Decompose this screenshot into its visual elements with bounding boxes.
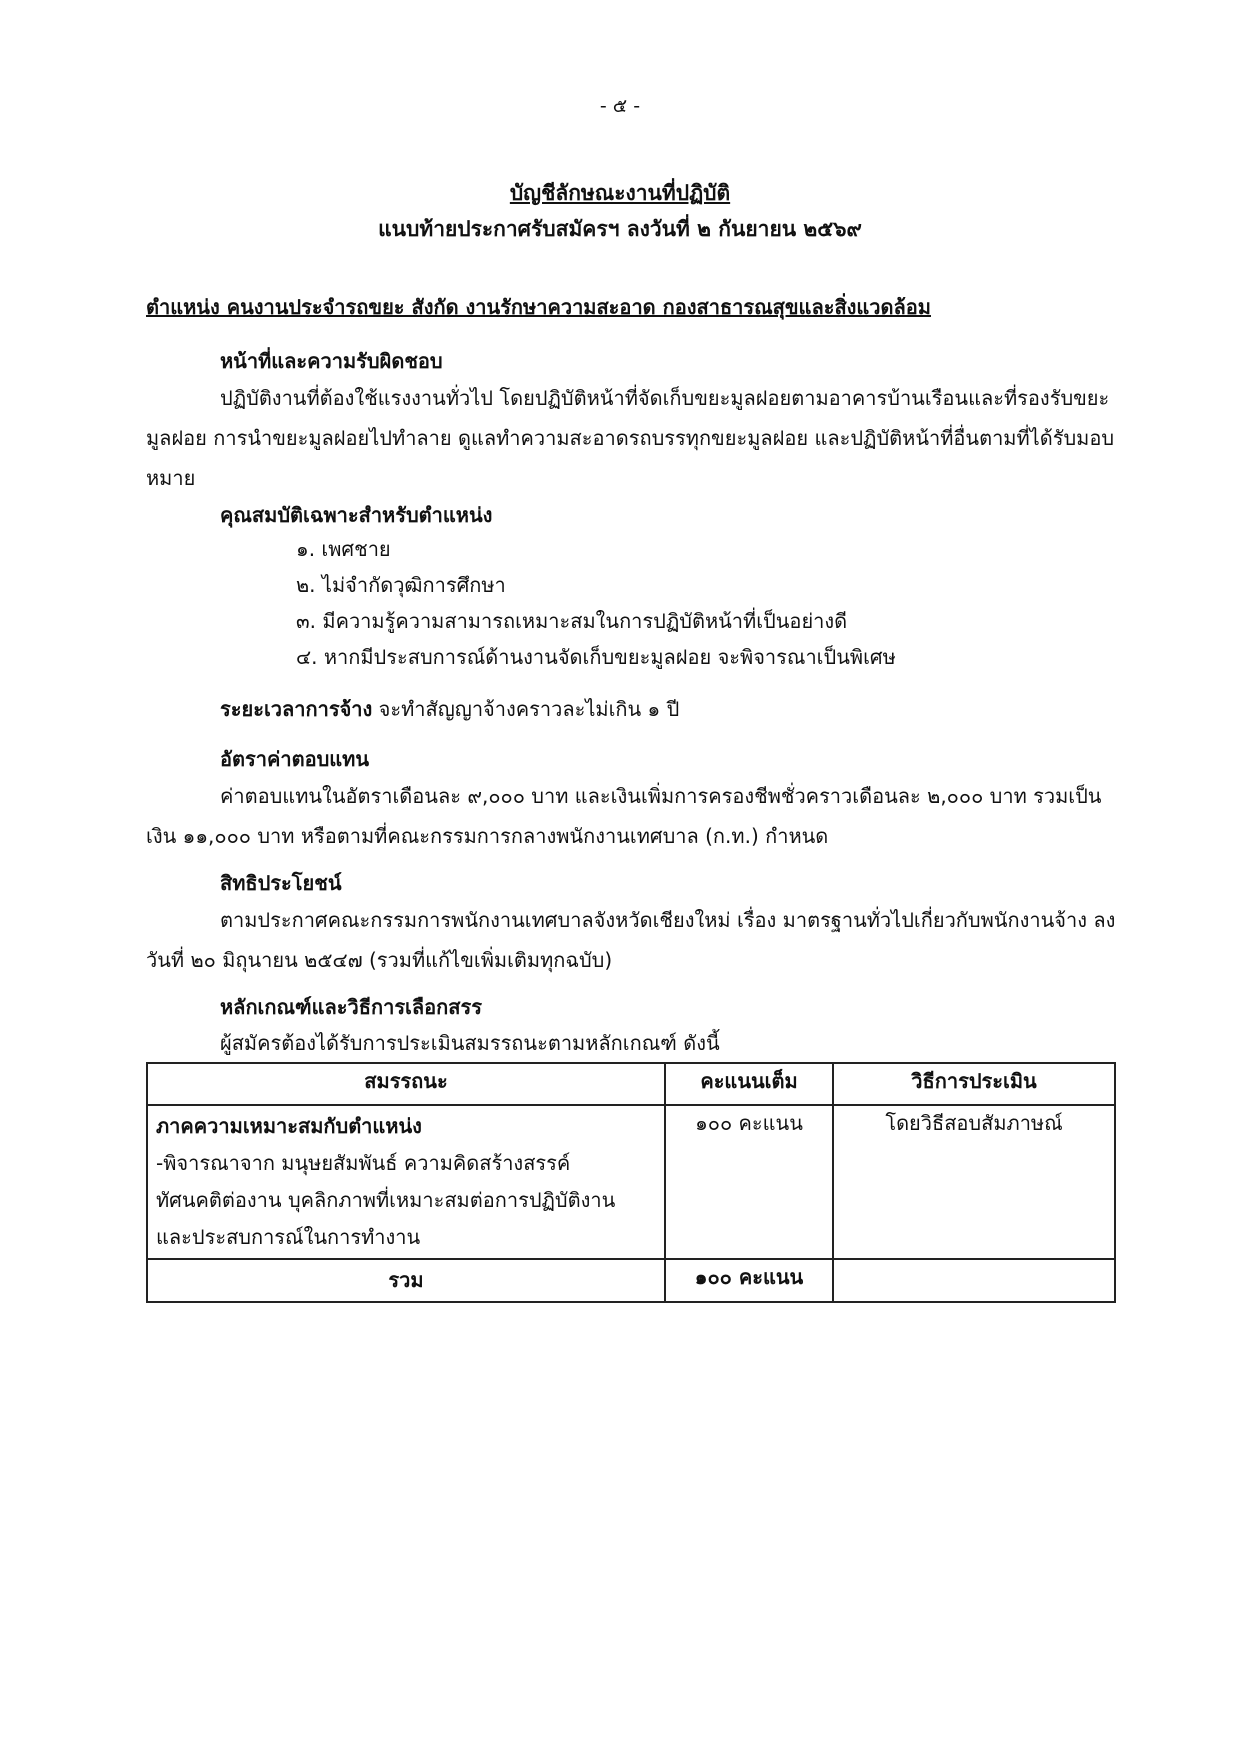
header-full-score: คะแนนเต็ม bbox=[665, 1063, 833, 1105]
header-competency: สมรรถนะ bbox=[147, 1063, 665, 1105]
benefits-heading: สิทธิประโยชน์ bbox=[220, 871, 342, 895]
compensation-text: ค่าตอบแทนในอัตราเดือนละ ๙,๐๐๐ บาท และเงินเพิ่มการครองชีพชั่วคราวเดือนละ ๒,๐๐๐ บาท รวมเป็นเงิน ๑๑,๐๐๐ บาท หรือตามที่คณะกรรมการกลางพนักงานเทศบาล (ก.ท.) กำหนด bbox=[146, 784, 1102, 848]
total-score: ๑๐๐ คะแนน bbox=[665, 1259, 833, 1302]
competency-cell bbox=[147, 1105, 665, 1259]
employment-period bbox=[220, 694, 679, 724]
selection-intro: ผู้สมัครต้องได้รับการประเมินสมรรถนะตามหลักเกณฑ์ ดังนี้ bbox=[220, 1031, 720, 1055]
employment-period-label: ระยะเวลาการจ้าง bbox=[220, 697, 373, 721]
total-label: รวม bbox=[147, 1259, 665, 1302]
method-cell: โดยวิธีสอบสัมภาษณ์ bbox=[833, 1105, 1115, 1259]
position-line: ตำแหน่ง คนงานประจำรถขยะ สังกัด งานรักษาความสะอาด กองสาธารณสุขและสิ่งแวดล้อม bbox=[146, 295, 931, 319]
qualifications-heading: คุณสมบัติเฉพาะสำหรับตำแหน่ง bbox=[220, 503, 493, 527]
page-number: - ๕ - bbox=[599, 95, 641, 117]
employment-period-text: จะทำสัญญาจ้างคราวละไม่เกิน ๑ ปี bbox=[372, 697, 680, 721]
duties-heading: หน้าที่และความรับผิดชอบ bbox=[220, 349, 443, 373]
table-row bbox=[147, 1105, 1115, 1259]
document-subtitle: แนบท้ายประกาศรับสมัครฯ ลงวันที่ ๒ กันยายน ๒๕๖๙ bbox=[378, 217, 862, 241]
score-cell: ๑๐๐ คะแนน bbox=[665, 1105, 833, 1259]
total-row bbox=[147, 1259, 1115, 1302]
competency-detail-line: และประสบการณ์ในการทำงาน bbox=[156, 1225, 421, 1249]
table-header-row bbox=[147, 1063, 1115, 1105]
qualification-item: ๓. มีความรู้ความสามารถเหมาะสมในการปฏิบัติหน้าที่เป็นอย่างดี bbox=[296, 609, 848, 633]
qualification-item: ๒. ไม่จำกัดวุฒิการศึกษา bbox=[296, 573, 506, 597]
competency-detail-line: -พิจารณาจาก มนุษยสัมพันธ์ ความคิดสร้างสรรค์ bbox=[156, 1151, 571, 1175]
qualification-item: ๔. หากมีประสบการณ์ด้านงานจัดเก็บขยะมูลฝอย จะพิจารณาเป็นพิเศษ bbox=[296, 645, 896, 669]
document-title: บัญชีลักษณะงานที่ปฏิบัติ bbox=[509, 181, 731, 205]
criteria-table bbox=[146, 1062, 1116, 1303]
competency-title: ภาคความเหมาะสมกับตำแหน่ง bbox=[156, 1114, 422, 1138]
total-method bbox=[833, 1259, 1115, 1302]
compensation-heading: อัตราค่าตอบแทน bbox=[220, 747, 370, 771]
header-method: วิธีการประเมิน bbox=[833, 1063, 1115, 1105]
benefits-text: ตามประกาศคณะกรรมการพนักงานเทศบาลจังหวัดเชียงใหม่ เรื่อง มาตรฐานทั่วไปเกี่ยวกับพนักงานจ้าง ลงวันที่ ๒๐ มิถุนายน ๒๕๔๗ (รวมที่แก้ไขเพิ่มเติมทุกฉบับ) bbox=[146, 908, 1116, 972]
qualification-item: ๑. เพศชาย bbox=[296, 537, 391, 561]
selection-heading: หลักเกณฑ์และวิธีการเลือกสรร bbox=[220, 995, 482, 1019]
competency-detail-line: ทัศนคติต่องาน บุคลิกภาพที่เหมาะสมต่อการปฏิบัติงาน bbox=[156, 1188, 616, 1212]
duties-text: ปฏิบัติงานที่ต้องใช้แรงงานทั่วไป โดยปฏิบัติหน้าที่จัดเก็บขยะมูลฝอยตามอาคารบ้านเรือนและที่รองรับขยะมูลฝอย การนำขยะมูลฝอยไปทำลาย ดูแลทำความสะอาดรถบรรทุกขยะมูลฝอย และปฏิบัติหน้าที่อื่นตามที่ได้รับมอบหมาย bbox=[146, 386, 1115, 490]
